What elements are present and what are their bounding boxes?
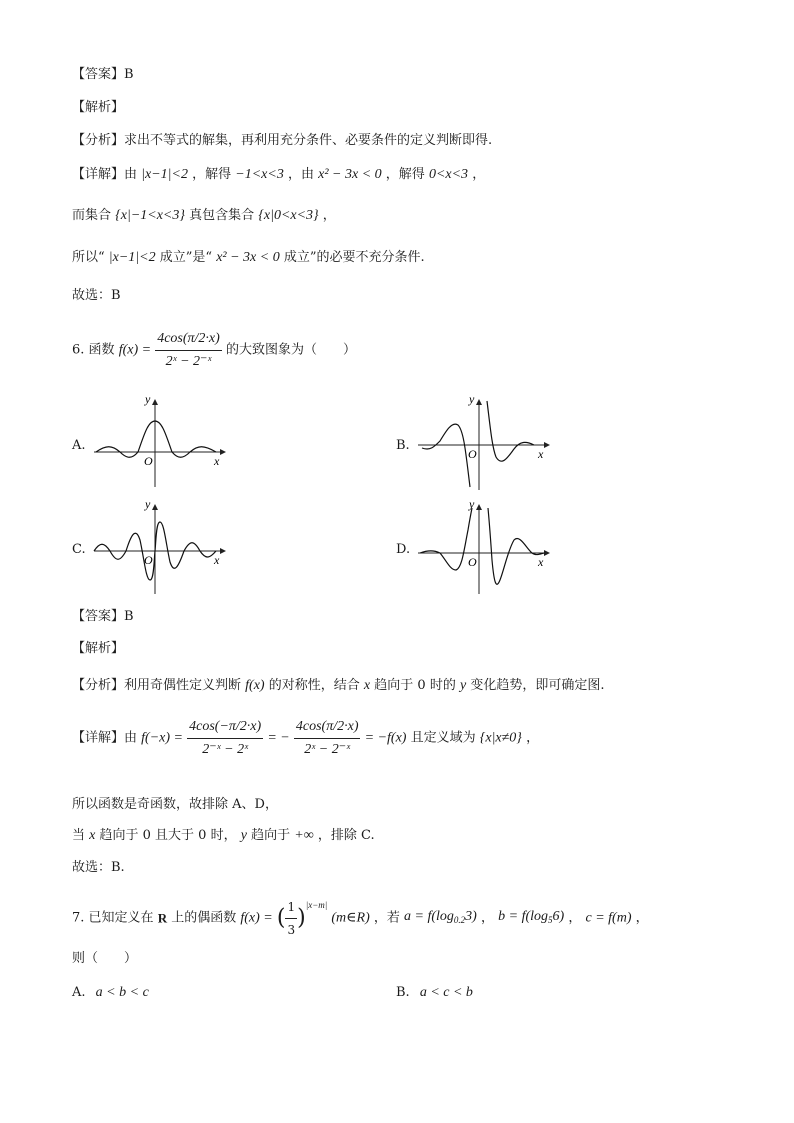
variable-y: y	[459, 678, 467, 693]
x-label: x	[214, 454, 220, 468]
detail-text: ，	[472, 167, 486, 182]
fraction-numerator: 4cos(−π/2·x)	[187, 718, 263, 739]
separator: ，	[635, 910, 649, 926]
choice-line-2: 故选：B.	[72, 860, 125, 875]
left-paren: (	[276, 905, 286, 931]
detail-text: ，解得	[385, 167, 425, 182]
option-text: a < c < b	[419, 985, 473, 1000]
abs-inequality: |x−1|<2	[108, 250, 156, 265]
fraction-2	[294, 718, 361, 759]
b-expr-end: 6)	[552, 909, 565, 924]
detail-text: ，由	[287, 167, 314, 182]
limit-text: 当	[72, 828, 86, 843]
set-expression: {x|−1<x<3}	[115, 208, 185, 223]
analysis-text-2	[72, 677, 604, 695]
limit-line	[72, 827, 375, 845]
separator: ，	[568, 910, 582, 926]
y-axis-arrow-icon	[152, 399, 158, 405]
limit-text: 趋向于 0 且大于 0 时，	[99, 828, 237, 843]
question-suffix: 的大致图象为（ ）	[225, 342, 356, 358]
conclusion-text: 成立”是“	[159, 250, 213, 265]
set-line	[72, 207, 336, 225]
x-label: x	[538, 447, 544, 461]
fraction-denominator: 3	[287, 923, 296, 937]
analysis-heading-1: 【解析】	[72, 100, 125, 115]
variable-x: x	[89, 828, 96, 843]
log-base: 0.2	[453, 915, 466, 925]
y-axis-arrow-icon	[152, 504, 158, 510]
curve-b-left	[422, 424, 470, 487]
analysis-text: 的对称性，结合	[268, 678, 360, 693]
option-label: B.	[396, 985, 410, 1000]
curve-b-right	[487, 401, 534, 461]
limit-text: ，排除 C.	[317, 828, 375, 843]
set-text: 真包含集合	[189, 208, 255, 223]
graph-option-b[interactable]	[416, 392, 550, 493]
answer-line-2: 【答案】B	[72, 609, 134, 624]
a-expr: a = f(log	[404, 909, 454, 924]
x-axis-arrow-icon	[220, 449, 226, 455]
variable-y: y	[240, 828, 247, 843]
origin-label: O	[144, 553, 153, 567]
solution-interval: −1<x<3	[235, 167, 284, 182]
x-label: x	[214, 553, 220, 567]
fraction-denominator: 2ˣ − 2⁻ˣ	[304, 742, 351, 757]
curve-d-right	[488, 508, 544, 584]
question-7-then: 则（ ）	[72, 951, 138, 966]
origin-label: O	[468, 447, 477, 461]
detail-text: 【详解】由	[72, 167, 138, 182]
zero-value: 0	[417, 678, 426, 693]
analysis-text: 趋向于	[374, 678, 414, 693]
function-name: f(x) =	[240, 910, 273, 926]
conclusion-text: 所以“	[72, 250, 105, 265]
variable-x: x	[363, 678, 371, 693]
question-6	[72, 330, 356, 382]
y-axis-arrow-icon	[476, 504, 482, 510]
detail-text: 且定义域为	[410, 730, 476, 746]
set-expression: {x|0<x<3}	[258, 208, 319, 223]
limit-text: 趋向于	[251, 828, 291, 843]
y-label: y	[145, 392, 151, 406]
detail-line-2	[72, 718, 539, 776]
infinity: +∞	[294, 828, 314, 843]
set-text: ，	[322, 208, 336, 223]
c-definition: c = f(m)	[585, 910, 632, 926]
origin-label: O	[468, 555, 477, 569]
y-label: y	[469, 497, 475, 511]
curve-d-left	[420, 508, 472, 570]
y-label: y	[145, 497, 151, 511]
question-number: 7. 已知定义在	[72, 910, 154, 926]
question-number: 6. 函数	[72, 342, 115, 358]
log-base: 5	[548, 915, 553, 925]
graph-option-c[interactable]	[92, 497, 226, 596]
analysis-text-1: 【分析】求出不等式的解集，再利用充分条件、必要条件的定义判断即得.	[72, 133, 493, 148]
answer-line-1: 【答案】B	[72, 67, 134, 82]
x-label: x	[538, 555, 544, 569]
detail-text: ，	[526, 730, 540, 746]
option-c-label[interactable]: C.	[72, 542, 86, 557]
separator: ，	[480, 910, 494, 926]
x-axis-arrow-icon	[544, 442, 550, 448]
b-definition	[498, 909, 564, 924]
x-axis-arrow-icon	[544, 550, 550, 556]
option-b-label[interactable]: B.	[396, 438, 410, 453]
fraction-numerator: 4cos(π/2·x)	[294, 718, 361, 739]
option-b[interactable]	[396, 984, 473, 1002]
conclusion-text: 成立”的必要不充分条件.	[283, 250, 425, 265]
right-paren: )	[297, 905, 306, 931]
real-set: R	[157, 910, 168, 926]
domain-set: {x|x≠0}	[479, 730, 522, 746]
origin-label: O	[144, 454, 153, 468]
graph-option-a[interactable]	[92, 392, 226, 490]
fraction-numerator: 4cos(π/2·x)	[155, 330, 222, 351]
condition: (m∈R)	[331, 910, 370, 926]
option-d-label[interactable]: D.	[396, 542, 411, 557]
base-fraction	[285, 898, 297, 939]
choice-line-1: 故选：B	[72, 288, 121, 303]
option-a-label[interactable]: A.	[72, 438, 86, 453]
function-name: f(x) =	[118, 342, 152, 358]
set-text: 而集合	[72, 208, 112, 223]
fraction-denominator: 2ˣ − 2⁻ˣ	[165, 354, 212, 369]
odd-function-line: 所以函数是奇函数，故排除 A、D，	[72, 797, 278, 812]
question-text: 上的偶函数	[171, 910, 237, 926]
conclusion-line	[72, 249, 425, 267]
option-label: A.	[72, 985, 86, 1000]
analysis-text: 变化趋势，即可确定图.	[470, 678, 605, 693]
x-axis-arrow-icon	[220, 548, 226, 554]
exponent: |x−m|	[305, 900, 328, 910]
analysis-heading-2: 【解析】	[72, 641, 125, 656]
question-7	[72, 896, 649, 940]
fraction-numerator: 1	[285, 898, 297, 919]
function-fraction	[155, 330, 222, 371]
function-rhs: = −f(x)	[364, 730, 407, 746]
function-name: f(x)	[245, 678, 265, 693]
analysis-text: 【分析】利用奇偶性定义判断	[72, 678, 242, 693]
function-lhs: f(−x) =	[141, 730, 183, 746]
a-definition	[404, 909, 477, 924]
option-text: a < b < c	[95, 985, 149, 1000]
equals-negative: = −	[267, 730, 290, 746]
question-text: ，若	[373, 910, 400, 926]
solution-interval: 0<x<3	[428, 167, 469, 182]
graph-option-d[interactable]	[416, 497, 550, 596]
fraction-denominator: 2⁻ˣ − 2ˣ	[202, 742, 249, 757]
analysis-text: 时的	[429, 678, 456, 693]
quadratic-inequality: x² − 3x < 0	[318, 167, 382, 182]
detail-text: 【详解】由	[72, 730, 138, 746]
detail-line-1	[72, 166, 485, 184]
option-a[interactable]	[72, 984, 149, 1002]
y-axis-arrow-icon	[476, 399, 482, 405]
y-label: y	[469, 392, 475, 406]
b-expr: b = f(log	[498, 909, 549, 924]
a-expr-end: 3)	[465, 909, 477, 924]
abs-inequality: |x−1|<2	[141, 167, 188, 182]
fraction-1	[187, 718, 263, 759]
quadratic-inequality: x² − 3x < 0	[216, 250, 280, 265]
detail-text: ，解得	[192, 167, 232, 182]
